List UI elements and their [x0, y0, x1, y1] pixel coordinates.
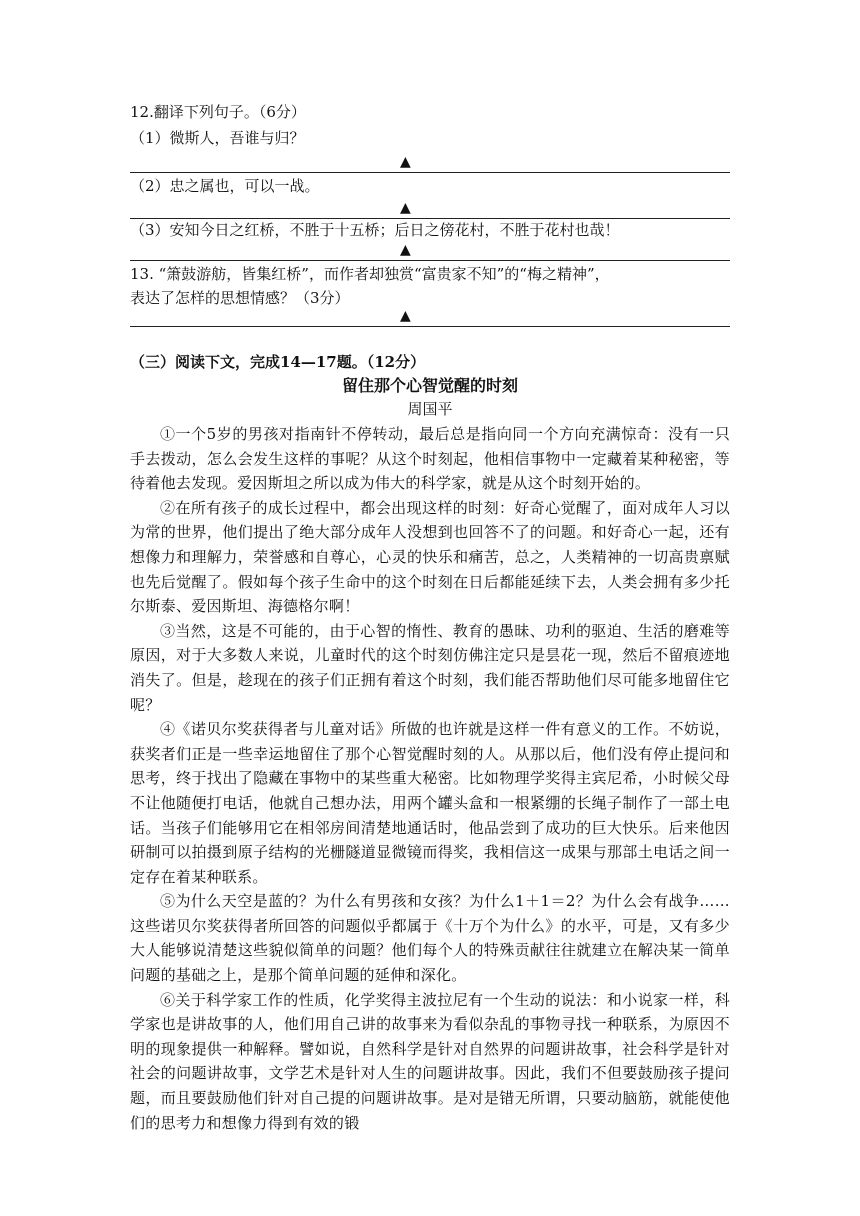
question-12-1: （1）微斯人，吾谁与归？ — [130, 129, 305, 147]
triangle-marker-icon: ▲ — [400, 242, 411, 258]
answer-line-12-2 — [130, 198, 730, 219]
question-12-2: （2）忠之属也，可以一战。 — [130, 177, 320, 195]
paragraph-5: ⑤为什么天空是蓝的？为什么有男孩和女孩？为什么1＋1＝2？为什么会有战争……这些诺贝尔奖获得者所回答的问题似乎都属于《十万个为什么》的水平，可是，又有多少大人能够说清楚这些貌似简单的问题？他们每个人的特殊贡献往往就建立在解决某一简单问题的基础之上，是那个简单问题的延伸和深化。 — [130, 892, 730, 985]
question-13-line-1: 13. “箫鼓游舫，皆集红桥”，而作者却独赏“富贵家不知”的“梅之精神”， — [130, 265, 610, 283]
triangle-marker-icon: ▲ — [400, 154, 411, 170]
paragraph-4: ④《诺贝尔奖获得者与儿童对话》所做的也许就是这样一件有意义的工作。不妨说，获奖者们正是一些幸运地留住了那个心智觉醒时刻的人。从那以后，他们没有停止提问和思考，终于找出了隐藏在事物中的某些重大秘密。比如物理学奖得主宾尼希，小时候父母不让他随便打电话，他就自己想办法，用两个罐头盒和一根紧绷的长绳子制作了一部土电话。当孩子们能够用它在相邻房间清楚地通话时，他品尝到了成功的巨大快乐。后来他因研制可以拍摄到原子结构的光栅隧道显微镜而得奖，我相信这一成果与那部土电话之间一定存在着某种联系。 — [130, 720, 730, 886]
question-12-3: （3）安知今日之红桥，不胜于十五桥；后日之傍花村，不胜于花村也哉！ — [130, 221, 620, 239]
triangle-marker-icon: ▲ — [400, 200, 411, 216]
paragraph-2: ②在所有孩子的成长过程中，都会出现这样的时刻：好奇心觉醒了，面对成年人习以为常的世界，他们提出了绝大部分成年人没想到也回答不了的问题。和好奇心一起，还有想像力和理解力，荣誉感和自尊心，心灵的快乐和痛苦，总之，人类精神的一切高贵禀赋也先后觉醒了。假如每个孩子生命中的这个时刻在日后都能延续下去，人类会拥有多少托尔斯泰、爱因斯坦、海德格尔啊！ — [130, 498, 730, 616]
article-title: 留住那个心智觉醒的时刻 — [341, 376, 518, 395]
article-body — [130, 422, 730, 1135]
section-heading: （三）阅读下文，完成14—17题。（12分） — [130, 353, 426, 371]
paragraph-6: ⑥关于科学家工作的性质，化学奖得主波拉尼有一个生动的说法：和小说家一样，科学家也是讲故事的人，他们用自己讲的故事来为看似杂乱的事物寻找一种联系，为原因不明的现象提供一种解释。譬如说，自然科学是针对自然界的问题讲故事，社会科学是针对社会的问题讲故事，文学艺术是针对人生的问题讲故事。因此，我们不但要鼓励孩子提问题，而且要鼓励他们针对自己提的问题讲故事。是对是错无所谓，只要动脑筋，就能使他们的思考力和想像力得到有效的锻 — [130, 990, 730, 1132]
answer-line-12-3 — [130, 240, 730, 261]
answer-line-12-1 — [130, 152, 730, 173]
question-12-title: 12.翻译下列句子。（6分） — [130, 103, 306, 121]
triangle-marker-icon: ▲ — [400, 308, 411, 324]
paragraph-3: ③当然，这是不可能的，由于心智的惰性、教育的愚昧、功利的驱迫、生活的磨难等原因，对于大多数人来说，儿童时代的这个时刻仿佛注定只是昙花一现，然后不留痕迹地消失了。但是，趁现在的孩子们正拥有着这个时刻，我们能否帮助他们尽可能多地留住它呢？ — [130, 621, 730, 714]
question-13-line-2: 表达了怎样的思想情感？（3分） — [130, 289, 350, 307]
paragraph-1: ①一个5岁的男孩对指南针不停转动，最后总是指向同一个方向充满惊奇：没有一只手去拨动，怎么会发生这样的事呢？从这个时刻起，他相信事物中一定藏着某种秘密，等待着他去发现。爱因斯坦之所以成为伟大的科学家，就是从这个时刻开始的。 — [130, 425, 730, 493]
answer-line-13 — [130, 306, 730, 327]
article-author: 周国平 — [407, 400, 453, 418]
